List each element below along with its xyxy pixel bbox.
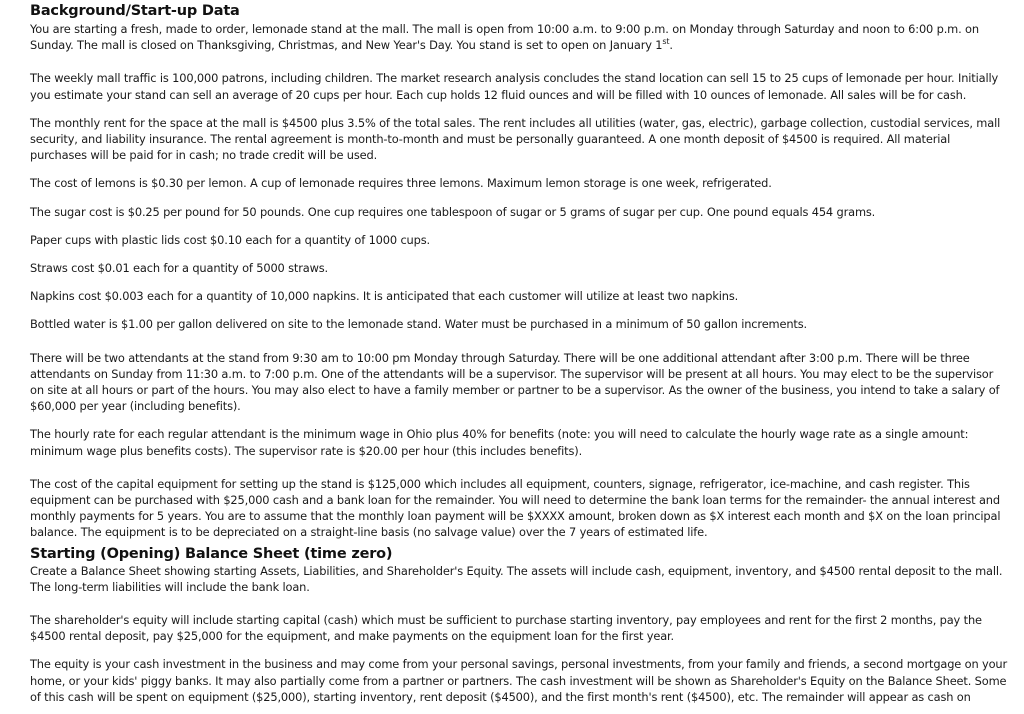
paragraph-balance-sheet: Create a Balance Sheet showing starting Assets, Liabilities, and Shareholder's Equity. The assets will include cash, equipment, inventory, and $4500 rental deposit to the mall. The long-term liabilities will include the bank loan. (30, 563, 1003, 594)
paragraph-opening-end: . (669, 38, 673, 53)
paragraph-lemons: The cost of lemons is $0.30 per lemon. A cup of lemonade requires three lemons. Maximum lemon storage is one week, refrigerated. (30, 176, 772, 191)
paragraph-straws: Straws cost $0.01 each for a quantity of 5000 straws. (30, 261, 328, 276)
paragraph-napkins: Napkins cost $0.003 each for a quantity of 10,000 napkins. It is anticipated that each customer will utilize at least two napkins. (30, 289, 739, 304)
section-heading-background: Background/Start-up Data (30, 3, 240, 19)
paragraph-attendants: There will be two attendants at the stand from 9:30 am to 10:00 pm Monday through Saturday. There will be one additional attendant after 3:00 p.m. There will be three attendants on Sunday from 11:30 a.m. to 7:00 p.m. One of the attendants will be a supervisor. The supervisor will be present at all hours. You may elect to be the supervisor on site at all hours or part of the hours. You may also elect to have a family member or partner to be a supervisor. As the owner of the business, you intend to take a salary of $60,000 per year (including benefits). (30, 350, 1000, 414)
paragraph-cups: Paper cups with plastic lids cost $0.10 each for a quantity of 1000 cups. (30, 232, 430, 247)
paragraph-hourly-rate: The hourly rate for each regular attendant is the minimum wage in Ohio plus 40% for benefits (note: you will need to calculate the hourly wage rate as a single amount: minimum wage plus benefits costs). The supervisor rate is $20.00 per hour (this includes benefits). (30, 427, 969, 458)
paragraph-mall-traffic: The weekly mall traffic is 100,000 patrons, including children. The market research analysis concludes the stand location can sell 15 to 25 cups of lemonade per hour. Initially you estimate your stand can sell an average of 20 cups per hour. Each cup holds 12 fluid ounces and will be filled with 10 ounces of lemonade. All sales will be for cash. (30, 71, 999, 102)
paragraph-opening-text: You are starting a fresh, made to order, lemonade stand at the mall. The mall is open from 10:00 a.m. to 9:00 p.m. on Monday through Saturday and noon to 6:00 p.m. on Sunday. The mall is closed on Thanksgiving, Christmas, and New Year's Day. You stand is set to open on January 1 (30, 22, 979, 53)
paragraph-equity-investment: The equity is your cash investment in the business and may come from your personal savings, personal investments, from your family and friends, a second mortgage on your home, or your kids' piggy banks. It may also partially come from a partner or partners. The cash investment will be shown as Shareholder's Equity on the Balance Sheet. Some of this cash will be spent on equipment ($25,000), starting inventory, rent deposit ($4500), and the first month's rent ($4500), etc. The remainder will appear as cash on (30, 657, 1008, 704)
paragraph-water: Bottled water is $1.00 per gallon delivered on site to the lemonade stand. Water must be purchased in a minimum of 50 gallon increments. (30, 317, 808, 332)
paragraph-opening (30, 21, 1010, 53)
paragraph-sugar: The sugar cost is $0.25 per pound for 50 pounds. One cup requires one tablespoon of sugar or 5 grams of sugar per cup. One pound equals 454 grams. (30, 204, 876, 219)
section-heading-balance-sheet: Starting (Opening) Balance Sheet (time zero) (30, 545, 393, 562)
paragraph-rent: The monthly rent for the space at the mall is $4500 plus 3.5% of the total sales. The rent includes all utilities (water, gas, electric), garbage collection, custodial services, mall security, and liability insurance. The rental agreement is month-to-month and must be personally guaranteed. A one month deposit of $4500 is required. All material purchases will be paid for in cash; no trade credit will be used. (30, 115, 1001, 163)
paragraph-shareholders-equity: The shareholder's equity will include starting capital (cash) which must be sufficient to purchase starting inventory, pay employees and rent for the first 2 months, pay the $4500 rental deposit, pay $25,000 for the equipment, and make payments on the equipment loan for the first year. (30, 613, 982, 644)
ordinal-suffix: st (662, 37, 670, 47)
paragraph-capital-equipment: The cost of the capital equipment for setting up the stand is $125,000 which includes all equipment, counters, signage, refrigerator, ice-machine, and cash register. This equipment can be purchased with $25,000 cash and a bank loan for the remainder. You will need to determine the bank loan terms for the remainder- the annual interest and monthly payments for 5 years. You are to assume that the monthly loan payment will be $XXXX amount, broken down as $X interest each month and $X on the loan principal balance. The equipment is to be depreciated on a straight-line basis (no salvage value) over the 7 years of estimated life. (30, 476, 1001, 540)
